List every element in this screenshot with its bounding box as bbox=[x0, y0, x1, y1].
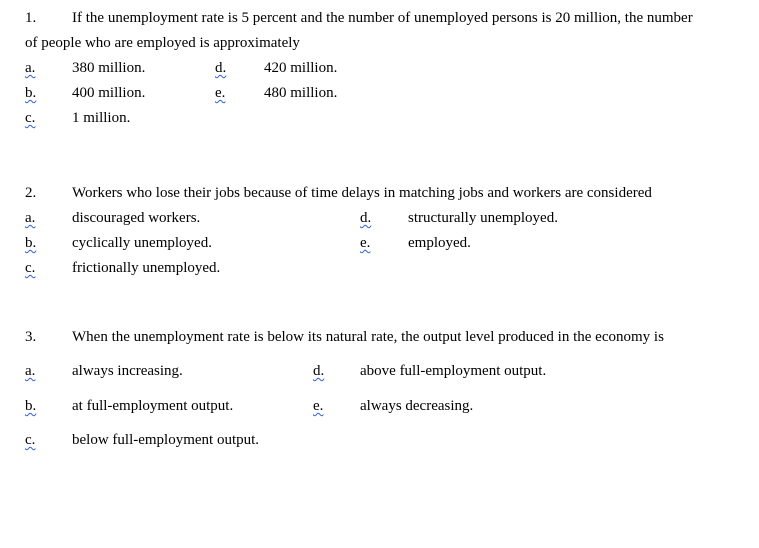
choice-letter-d: d. bbox=[215, 60, 227, 76]
choice-text-c: frictionally unemployed. bbox=[72, 260, 221, 276]
choice-letter-b: b. bbox=[25, 85, 37, 101]
choice-text-a: discouraged workers. bbox=[72, 210, 201, 226]
choice-letter-e: e. bbox=[360, 235, 371, 251]
question-number: 1. bbox=[25, 10, 37, 26]
choice-text-d: 420 million. bbox=[264, 60, 338, 76]
choice-letter-e: e. bbox=[215, 85, 226, 101]
choice-letter-a: a. bbox=[25, 210, 36, 226]
question-number: 2. bbox=[25, 185, 37, 201]
choice-letter-c: c. bbox=[25, 432, 36, 448]
choice-text-c: 1 million. bbox=[72, 110, 131, 126]
choice-text-d: above full-employment output. bbox=[360, 363, 547, 379]
choice-text-b: cyclically unemployed. bbox=[72, 235, 212, 251]
choice-letter-e: e. bbox=[313, 398, 324, 414]
question-stem-line1: If the unemployment rate is 5 percent and the number of unemployed persons is 20 million, the number bbox=[72, 10, 693, 26]
choice-letter-a: a. bbox=[25, 363, 36, 379]
choice-letter-d: d. bbox=[360, 210, 372, 226]
choice-text-e: 480 million. bbox=[264, 85, 338, 101]
question-stem-line1: When the unemployment rate is below its natural rate, the output level produced in the economy is bbox=[72, 329, 664, 345]
choice-text-b: at full-employment output. bbox=[72, 398, 234, 414]
choice-letter-c: c. bbox=[25, 110, 36, 126]
choice-letter-d: d. bbox=[313, 363, 325, 379]
question-stem-line1: Workers who lose their jobs because of time delays in matching jobs and workers are considered bbox=[72, 185, 652, 201]
question-stem-line2: of people who are employed is approximately bbox=[25, 35, 300, 51]
choice-text-d: structurally unemployed. bbox=[408, 210, 558, 226]
question-number: 3. bbox=[25, 329, 37, 345]
choice-letter-c: c. bbox=[25, 260, 36, 276]
choice-letter-a: a. bbox=[25, 60, 36, 76]
choice-text-e: employed. bbox=[408, 235, 471, 251]
choice-letter-b: b. bbox=[25, 235, 37, 251]
choice-text-a: always increasing. bbox=[72, 363, 183, 379]
choice-text-a: 380 million. bbox=[72, 60, 146, 76]
choice-text-e: always decreasing. bbox=[360, 398, 474, 414]
choice-text-c: below full-employment output. bbox=[72, 432, 260, 448]
choice-text-b: 400 million. bbox=[72, 85, 146, 101]
choice-letter-b: b. bbox=[25, 398, 37, 414]
